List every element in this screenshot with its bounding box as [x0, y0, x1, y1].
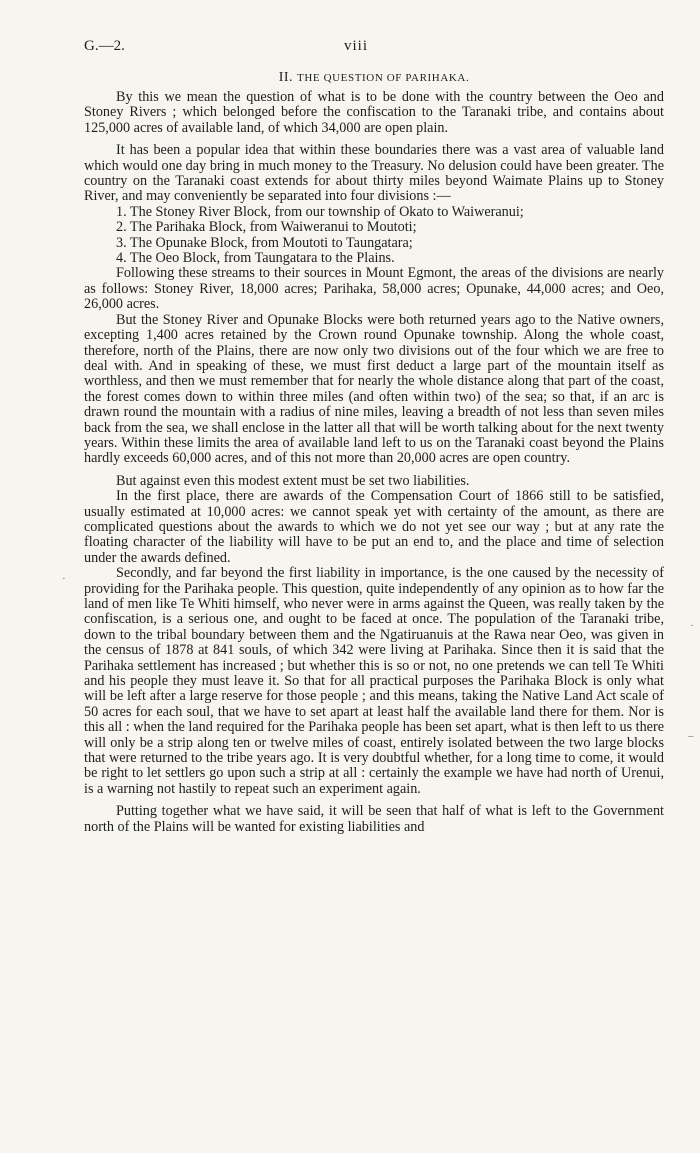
division-item: 3. The Opunake Block, from Moutoti to Taungatara;	[116, 234, 413, 251]
margin-mark: ·	[690, 620, 694, 632]
divisions-list	[84, 205, 664, 267]
paragraph-8: Putting together what we have said, it will be seen that half of what is left to the Government north of the Plains will be wanted for existing liabilities and	[84, 803, 664, 835]
paragraph-5: But against even this modest extent must be set two liabilities.	[116, 472, 470, 489]
paragraph-1: By this we mean the question of what is to be done with the country between the Oeo and Stoney Rivers ; which belonged before the confiscation to the Taranaki tribe, and contains about 125,000 acres of available land, of which 34,000 are open plain.	[84, 89, 664, 136]
document-page	[84, 38, 664, 835]
paragraph-6: In the first place, there are awards of the Compensation Court of 1866 still to be satisfied, usually estimated at 10,000 acres: we cannot speak yet with certainty of the amount, as there are complicated questions about the awards to which we do not yet see our way ; but at any rate the floating character of the liability will have to be put an end to, and the place and time of selection under the awards defined.	[84, 488, 664, 566]
paragraph-3: Following these streams to their sources in Mount Egmont, the areas of the divisions are nearly as follows: Stoney River, 18,000 acres; Parihaka, 58,000 acres; Opunake, 44,000 acres; and Oeo, 26,000 acres.	[84, 265, 664, 313]
division-item: 2. The Parihaka Block, from Waiweranui to Moutoti;	[116, 219, 417, 236]
division-item: 1. The Stoney River Block, from our township of Okato to Waiweranui;	[116, 203, 524, 220]
section-numeral: II.	[278, 70, 294, 85]
margin-mark: ·	[62, 573, 66, 585]
paragraph-4: But the Stoney River and Opunake Blocks were both returned years ago to the Native owners, excepting 1,400 acres retained by the Crown round Opunake township. Along the whole coast, therefore, north of the Plains, there are now only two divisions out of the four which we are free to deal with. And in speaking of these, we must first deduct a large part of the mountain itself as worthless, and then we must remember that for nearly the whole distance along that part of the coast, the forest comes down to within three miles (and often within two) of the sea; so that, if an arc is drawn round the mountain with a radius of nine miles, leaving a breadth of not less than seven miles back from the sea, we shall enclose in the latter all that will be worth talking about for the next twenty years. Within these limits the area of available land left to us on the Taranaki coast beyond the Plains hardly exceeds 60,000 acres, and of this not more than 20,000 acres are open country.	[84, 311, 664, 467]
page-header	[84, 38, 664, 64]
division-item: 4. The Oeo Block, from Taungatara to the Plains.	[116, 250, 395, 267]
document-reference: G.—2.	[84, 38, 125, 54]
page-number: viii	[344, 38, 369, 54]
margin-mark: ‒	[688, 730, 694, 742]
section-heading	[84, 70, 664, 86]
paragraph-2: It has been a popular idea that within these boundaries there was a vast area of valuable land which would one day bring in much money to the Treasury. No delusion could have been greater. The country on the Taranaki coast extends for about thirty miles beyond Waimate Plains up to Stoney River, and may conveniently be separated into four divisions :—	[84, 142, 664, 205]
section-title: THE QUESTION OF PARIHAKA.	[297, 72, 470, 84]
paragraph-7: Secondly, and far beyond the first liability in importance, is the one caused by the necessity of providing for the Parihaka people. This question, quite independently of any opinion as to how far the land of men like Te Whiti himself, who never were in arms against the Queen, was really taken by the confiscation, is a serious one, and ought to be faced at once. The population of the Taranaki tribe, down to the tribal boundary between them and the Ngatiruanuis at the Rawa near Oeo, was given in the census of 1878 at 841 souls, of which 342 were living at Parihaka. Since then it is said that the Parihaka settlement has increased ; but whether this is so or not, no one pretends we can tell Te Whiti and his people they must leave it. So that for all practical purposes the Parihaka Block is only what will be left after a large reserve for those people ; and this means, taking the Native Land Act scale of 50 acres for each soul, that we have to set apart at least half the available land there for them. Nor is this all : when the land required for the Parihaka people has been set apart, what is then left to us there will only be a strip along ten or twelve miles of coast, entirely isolated between the two large blocks that were returned to the tribe years ago. It is very doubtful whether, for a long time to come, it would be right to let settlers go upon such a strip at all : certainly the example we have had north of Urenui, is a warning not hastily to repeat such an experiment again.	[84, 565, 664, 797]
